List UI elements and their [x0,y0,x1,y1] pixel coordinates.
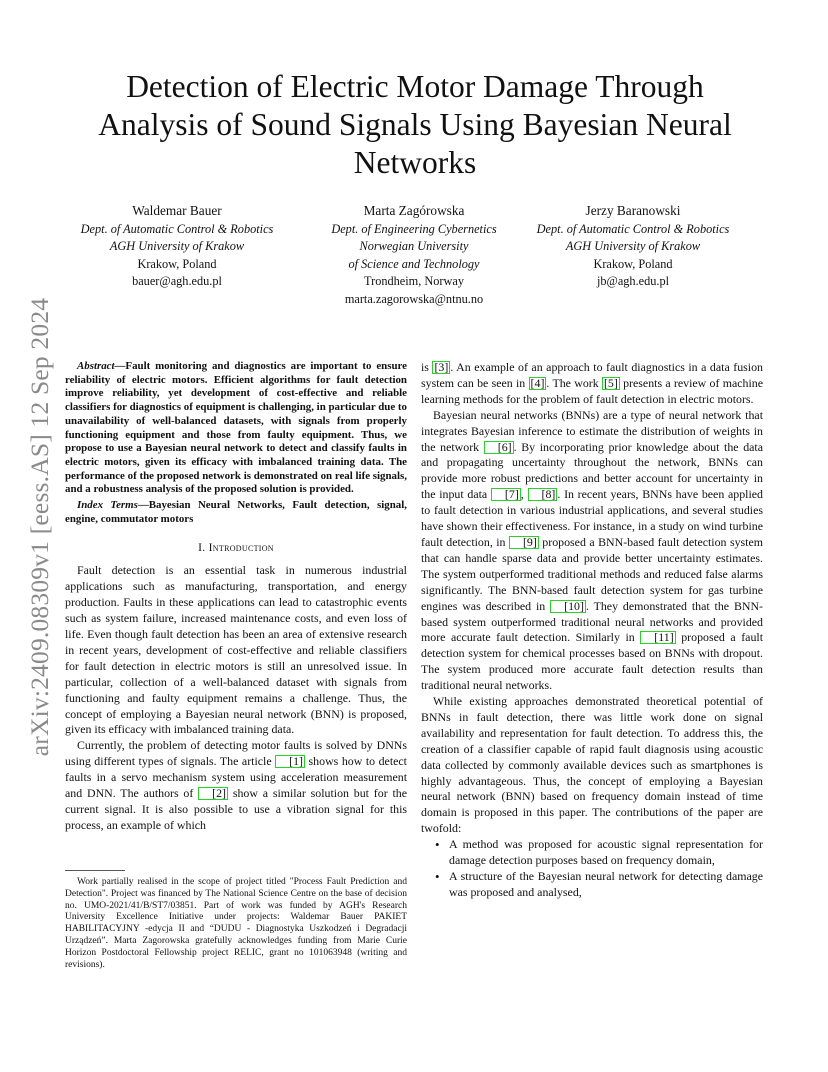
citation-link[interactable]: [6] [484,441,514,454]
intro-paragraph-1: Fault detection is an essential task in numerous industrial applications such as manufacturing, transportation, and energy production. Faults in these applications can lead to catastrophic events such as system failure, increased maintenance costs, and even loss of life. Even though fault detection has been an area of extensive research in recent years, development of cost-effective and reliable classifiers for fault detection in electric motors is still an unresolved issue. In particular, collection of a well-balanced dataset with signals from functioning and faulty equipment remains a challenge. Thus, the concept of employing a Bayesian neural network (BNN) is proposed, given its efficacy with imbalanced training data. [65,563,407,737]
intro-paragraph-3 [421,360,763,408]
abstract-text: —Fault monitoring and diagnostics are important to ensure reliability of electric motors. Efficient algorithms for fault detection improve reliability, yet development of cost-effective and reliable classifiers for diagnostics of equipment is challenging, in particular due to unavailability of well-balanced datasets, with signals from properly functioning equipment and those from faulty equipment. Thus, we propose to use a Bayesian neural network to detect and classify faults in electric motors, given its efficacy with imbalanced training data. The performance of the proposed network is demonstrated on real life signals, and a robustness analysis of the proposed solution is provided. [65,360,407,496]
paragraph-text: Currently, the problem of detecting motor faults is solved by DNNs using different types of signals. The article [65,738,407,769]
author-department: Dept. of Automatic Control & Robotics [536,221,730,236]
index-terms-text: —Bayesian Neural Networks, Fault detection, signal, engine, commutator motors [65,499,407,525]
paragraph-text: is [421,360,433,374]
right-column [421,360,763,901]
paragraph-text: proposed a fault detection system for chemical processes based on BNNs with dropout. The system produced more accurate fault detection results than traditional neural networks. [421,630,764,693]
intro-paragraph-4 [421,408,763,694]
contribution-bullet: • A structure of the Bayesian neural network for detecting damage was proposed and analysed, [421,869,763,901]
left-column [65,360,407,834]
author-email[interactable]: marta.zagorowska@ntnu.no [344,291,484,306]
footnote-text: Work partially realised in the scope of project titled "Process Fault Prediction and Detection". Project was financed by The National Science Centre on the base of decision no. UMO-2021/41/B/ST7/03851. Part of work was funded by AGH's Research University Excellence Initiative under projects: Waldemar Bauer PAKIET HABILITACYJNY -edycja II and “DUDU - Diagnostyka Uszkodzeń i Degradacji Urządzeń”. Marta Zagorowska gratefully acknowledges funding from Marie Curie Horizon Postdoctoral Fellowship project RELIC, grant no 101063948 (writing and revisions). [65,877,407,970]
paragraph-text: proposed a BNN-based fault detection system that can handle sparse data and provide better uncertainty estimates. The system outperformed traditional methods and reduced false alarms significantly. The BNN-based fault detection system for gas turbine engines was described in [421,534,763,613]
citation-link[interactable]: [3] [434,360,449,374]
paragraph-text: show a similar solution but for the current signal. It is also possible to use a vibration signal for this process, an example of which [65,786,407,832]
author-name: Marta Zagórowska [363,203,465,218]
intro-paragraph-2 [65,738,407,833]
paragraph-text: . The work [546,375,602,390]
index-terms-label: Index Terms [77,499,138,512]
paragraph-text: . By incorporating prior knowledge about the data and propagating uncertainty throughout the network, BNNs can provide more robust predictions and better account for uncertainty in the input data [421,439,764,502]
section-heading-introduction: I. Introduction [198,541,274,555]
author-city: Krakow, Poland [137,256,217,271]
paragraph-text: . They demonstrated that the BNN-based system outperformed traditional neural networks and provided more accurate fault detection. Similarly in [421,598,764,645]
citation-link[interactable]: [7] [491,488,521,501]
citation-link[interactable]: [9] [509,536,539,549]
intro-paragraph-5: While existing approaches demonstrated theoretical potential of BNNs in fault detection, there was little work done on signal availability and representation for fault detection. To address this, the creation of a classifier capable of rapid fault diagnosis using acoustic data collected by commonly available devices such as smartphones is highly advantageous. Thus, the concept of employing a Bayesian neural network (BNN) based on frequency domain instead of time domain is proposed in this paper. The contributions of the paper are twofold: [421,694,763,836]
paragraph-text: presents a review of machine learning methods for the problem of fault detection in electric motors. [421,375,764,406]
citation-link[interactable]: [1] [275,755,305,768]
citation-link[interactable]: [5] [603,375,618,390]
abstract [65,360,407,497]
author-email[interactable]: bauer@agh.edu.pl [132,274,222,288]
paragraph-text: . An example of an approach to fault diagnostics in a data fusion system can be seen in [421,360,763,390]
author-department: Dept. of Engineering Cybernetics [331,221,497,236]
author-block-2 [309,202,519,308]
index-terms [65,499,407,526]
author-city: Trondheim, Norway [364,274,464,288]
paragraph-text: shows how to detect faults in a servo mechanism system using acceleration measurement and DNN. The authors of [65,754,407,801]
author-institution: AGH University of Krakow [565,239,701,253]
abstract-label: Abstract [77,360,115,372]
paragraph-text: Bayesian neural networks (BNNs) are a type of neural network that integrates Bayesian inference to estimate the distribution of weights in the network [421,407,763,454]
author-name: Jerzy Baranowski [585,203,681,218]
citation-link[interactable]: [10] [550,600,586,613]
contribution-bullet: • A method was proposed for acoustic signal representation for damage detection purposes based on frequency domain, [421,837,763,869]
author-institution: AGH University of Krakow [109,239,245,253]
paragraph-text: . In recent years, BNNs have been applied to fault detection in various industrial applications, and several studies have shown their effectiveness. For instance, in a study on wind turbine fault detection, in [421,487,763,549]
author-block-3 [528,202,738,291]
author-department: Dept. of Automatic Control & Robotics [80,221,274,236]
author-email[interactable]: jb@agh.edu.pl [596,274,670,288]
citation-link[interactable]: [2] [198,787,228,800]
author-name: Waldemar Bauer [132,203,222,218]
footnote-rule [65,870,125,871]
citation-link[interactable]: [8] [528,488,558,501]
author-institution: of Science and Technology [348,256,480,271]
footnote [65,877,407,971]
arxiv-stamp-text: arXiv:2409.08309v1 [eess.AS] 12 Sep 2024 [25,297,54,757]
author-institution: Norwegian University [359,239,469,253]
paragraph-text: , [520,487,528,502]
author-block-1 [72,202,282,291]
arxiv-identifier-stamp [20,272,60,782]
paper-title: Detection of Electric Motor Damage Through Analysis of Sound Signals Using Bayesian Neural Networks [98,69,732,180]
author-city: Krakow, Poland [593,256,673,271]
citation-link[interactable]: [11] [640,631,675,644]
citation-link[interactable]: [4] [530,375,545,390]
